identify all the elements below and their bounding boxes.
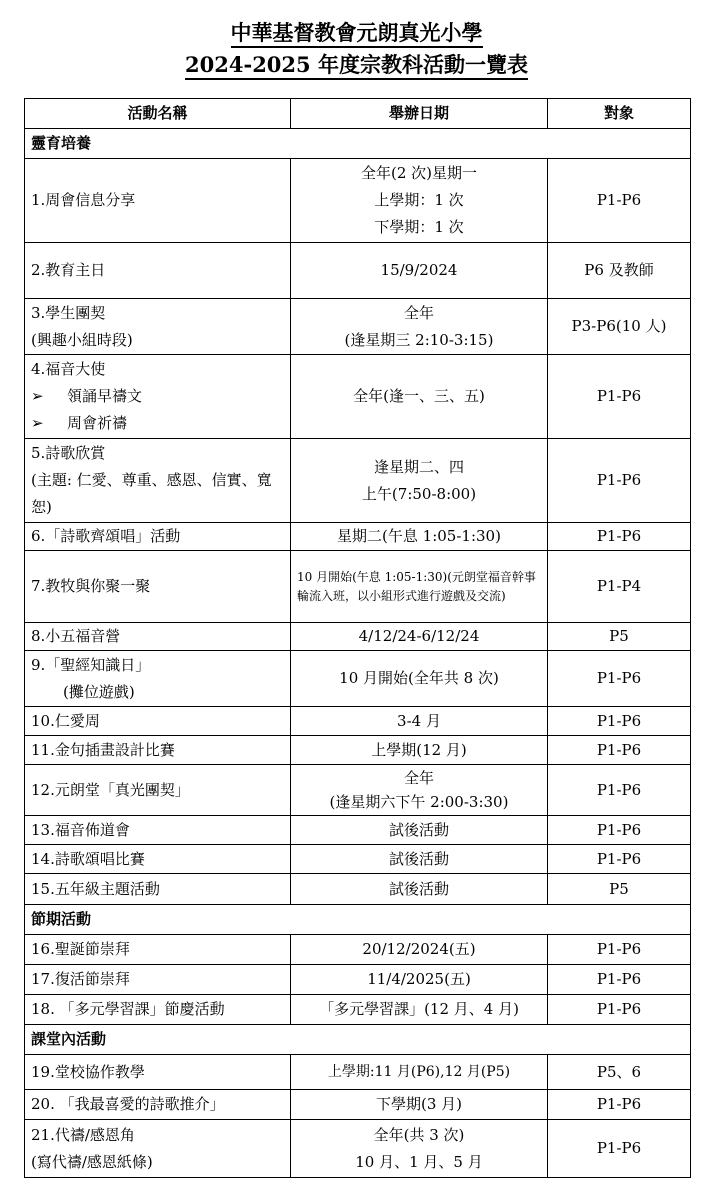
activity-cell: 2.教育主日 [25,243,291,299]
target-cell: P1-P4 [548,551,691,623]
table-row [25,707,691,736]
target-cell: P1-P6 [548,995,691,1025]
date-cell: 3-4 月 [291,707,548,736]
activity-cell: 15.五年級主題活動 [25,874,291,905]
table-row [25,439,691,523]
date-cell: 全年(2 次)星期一 上學期：1 次 下學期：1 次 [291,159,548,243]
arrow-bullet-icon: ➢ [31,414,44,432]
date-cell: 10 月開始(午息 1:05-1:30)(元朗堂福音幹事輪流入班，以小組形式進行遊戲及交流) [291,551,548,623]
activity-cell: 8.小五福音營 [25,623,291,651]
table-row [25,1120,691,1178]
activity-table [24,98,691,1178]
date-cell: 試後活動 [291,845,548,874]
date-cell: 星期二(午息 1:05-1:30) [291,523,548,551]
target-cell: P1-P6 [548,159,691,243]
target-cell: P6 及教師 [548,243,691,299]
table-row [25,935,691,965]
activity-cell: 9.「聖經知識日」 (攤位遊戲) [25,651,291,707]
table-row [25,1090,691,1120]
target-cell: P1-P6 [548,439,691,523]
header-date: 舉辦日期 [291,99,548,129]
target-cell: P5、6 [548,1055,691,1090]
header-activity: 活動名稱 [25,99,291,129]
target-cell: P1-P6 [548,355,691,439]
table-row [25,159,691,243]
date-cell: 全年 (逢星期三 2:10-3:15) [291,299,548,355]
header-target: 對象 [548,99,691,129]
date-cell: 上學期:11 月(P6),12 月(P5) [291,1055,548,1090]
target-cell: P3-P6(10 人) [548,299,691,355]
date-cell: 4/12/24-6/12/24 [291,623,548,651]
activity-cell: 4.福音大使 ➢ 領誦早禱文 ➢ 周會祈禱 [25,355,291,439]
table-row [25,1055,691,1090]
table-row [25,736,691,765]
date-cell: 上學期(12 月) [291,736,548,765]
activity-cell: 16.聖誕節崇拜 [25,935,291,965]
target-cell: P1-P6 [548,765,691,816]
table-row [25,551,691,623]
table-row [25,623,691,651]
activity-cell: 1.周會信息分享 [25,159,291,243]
table-row [25,874,691,905]
target-cell: P1-P6 [548,845,691,874]
target-cell: P1-P6 [548,965,691,995]
arrow-bullet-icon: ➢ [31,387,44,405]
activity-cell: 12.元朗堂「真光團契」 [25,765,291,816]
table-row [25,523,691,551]
activity-cell: 19.堂校協作教學 [25,1055,291,1090]
activity-cell: 20. 「我最喜愛的詩歌推介」 [25,1090,291,1120]
date-cell: 試後活動 [291,816,548,845]
activity-cell: 14.詩歌頌唱比賽 [25,845,291,874]
date-cell: 15/9/2024 [291,243,548,299]
date-cell: 下學期(3 月) [291,1090,548,1120]
table-row [25,355,691,439]
table-row [25,765,691,816]
date-cell: 全年(共 3 次) 10 月、1 月、5 月 [291,1120,548,1178]
target-cell: P5 [548,623,691,651]
activity-cell: 6.「詩歌齊頌唱」活動 [25,523,291,551]
activity-cell: 3.學生團契 (興趣小組時段) [25,299,291,355]
section-row: 節期活動 [25,905,691,935]
activity-cell: 18. 「多元學習課」節慶活動 [25,995,291,1025]
activity-cell: 10.仁愛周 [25,707,291,736]
activity-cell: 11.金句插畫設計比賽 [25,736,291,765]
table-title: 2024-2025 年度宗教科活動一覽表 [0,52,713,78]
table-row [25,299,691,355]
date-cell: 逢星期二、四 上午(7:50-8:00) [291,439,548,523]
date-cell: 試後活動 [291,874,548,905]
header-row [25,99,691,129]
activity-cell: 7.教牧與你聚一聚 [25,551,291,623]
table-row [25,816,691,845]
activity-cell: 17.復活節崇拜 [25,965,291,995]
date-cell: 20/12/2024(五) [291,935,548,965]
activity-cell: 13.福音佈道會 [25,816,291,845]
table-row [25,995,691,1025]
date-cell: 11/4/2025(五) [291,965,548,995]
target-cell: P1-P6 [548,816,691,845]
target-cell: P1-P6 [548,935,691,965]
target-cell: P1-P6 [548,1120,691,1178]
target-cell: P5 [548,874,691,905]
table-row [25,845,691,874]
date-cell: 10 月開始(全年共 8 次) [291,651,548,707]
target-cell: P1-P6 [548,1090,691,1120]
target-cell: P1-P6 [548,707,691,736]
table-row [25,243,691,299]
section-row: 課堂內活動 [25,1025,691,1055]
section-row: 靈育培養 [25,129,691,159]
target-cell: P1-P6 [548,523,691,551]
activity-cell: 21.代禱/感恩角 (寫代禱/感恩紙條) [25,1120,291,1178]
activity-cell: 5.詩歌欣賞 (主題: 仁愛、尊重、感恩、信實、寬恕) [25,439,291,523]
date-cell: 「多元學習課」(12 月、4 月) [291,995,548,1025]
table-row [25,651,691,707]
school-name-title: 中華基督教會元朗真光小學 [0,20,713,46]
table-row [25,965,691,995]
target-cell: P1-P6 [548,736,691,765]
date-cell: 全年 (逢星期六下午 2:00-3:30) [291,765,548,816]
target-cell: P1-P6 [548,651,691,707]
date-cell: 全年(逢一、三、五) [291,355,548,439]
